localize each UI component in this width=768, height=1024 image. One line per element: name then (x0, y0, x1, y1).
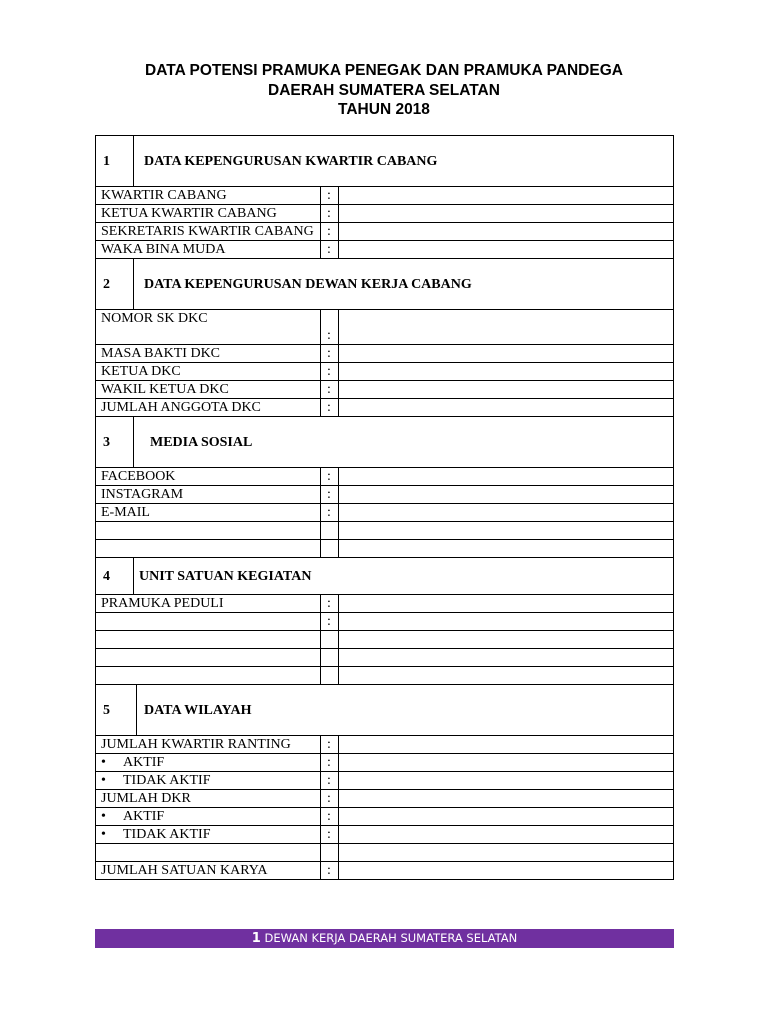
row-label: WAKA BINA MUDA (96, 241, 321, 259)
form-row (96, 595, 674, 613)
form-row (96, 381, 674, 399)
form-row (96, 363, 674, 381)
bullet-icon: • (101, 755, 106, 770)
row-label: TIDAK AKTIF (123, 827, 211, 842)
row-label (96, 649, 321, 667)
row-label: JUMLAH ANGGOTA DKC (96, 399, 321, 417)
form-row (96, 310, 674, 345)
empty-row (96, 613, 674, 631)
section-title: DATA WILAYAH (144, 702, 252, 718)
row-label: KETUA KWARTIR CABANG (96, 205, 321, 223)
colon-cell (321, 649, 339, 667)
row-label: INSTAGRAM (96, 486, 321, 504)
footer-text: DEWAN KERJA DAERAH SUMATERA SELATAN (264, 931, 518, 945)
colon-cell (321, 540, 339, 558)
colon: : (321, 187, 339, 205)
empty-row (96, 522, 674, 540)
value-field[interactable] (339, 187, 674, 205)
title-line-3: TAHUN 2018 (338, 101, 430, 118)
row-label (96, 613, 321, 631)
row-label: AKTIF (123, 755, 165, 770)
section-title: DATA KEPENGURUSAN DEWAN KERJA CABANG (144, 276, 472, 292)
value-field[interactable] (339, 790, 674, 808)
colon: : (321, 826, 339, 844)
section-header-5 (96, 685, 674, 736)
form-row (96, 862, 674, 880)
value-field[interactable] (339, 826, 674, 844)
empty-row (96, 844, 674, 862)
value-field[interactable] (339, 613, 674, 631)
row-label: TIDAK AKTIF (123, 773, 211, 788)
section-number: 3 (96, 417, 134, 467)
form-row (96, 790, 674, 808)
row-label: PRAMUKA PEDULI (96, 595, 321, 613)
section-header-3 (96, 417, 674, 468)
value-field[interactable] (339, 399, 674, 417)
colon-cell (321, 844, 339, 862)
value-field[interactable] (339, 862, 674, 880)
row-label: WAKIL KETUA DKC (96, 381, 321, 399)
colon-cell (321, 667, 339, 685)
form-row (96, 826, 674, 844)
empty-row (96, 667, 674, 685)
colon: : (321, 345, 339, 363)
colon: : (321, 790, 339, 808)
form-row (96, 772, 674, 790)
row-label: NOMOR SK DKC (96, 310, 321, 345)
colon: : (321, 363, 339, 381)
colon: : (321, 772, 339, 790)
document-title (0, 61, 768, 120)
colon: : (321, 595, 339, 613)
value-field[interactable] (339, 649, 674, 667)
colon-cell (321, 631, 339, 649)
page-number: 1 (251, 931, 261, 946)
form-row (96, 504, 674, 522)
value-field[interactable] (339, 808, 674, 826)
value-field[interactable] (339, 736, 674, 754)
row-label: KETUA DKC (96, 363, 321, 381)
section-header-1 (96, 136, 674, 187)
row-label: SEKRETARIS KWARTIR CABANG (96, 223, 321, 241)
value-field[interactable] (339, 223, 674, 241)
section-number: 4 (96, 558, 134, 594)
form-row (96, 187, 674, 205)
title-line-2: DAERAH SUMATERA SELATAN (268, 81, 500, 99)
value-field[interactable] (339, 205, 674, 223)
bullet-icon: • (101, 827, 106, 842)
form-row (96, 736, 674, 754)
form-row (96, 754, 674, 772)
form-row (96, 808, 674, 826)
form-row (96, 205, 674, 223)
section-number: 5 (96, 685, 137, 735)
row-label: JUMLAH SATUAN KARYA (96, 862, 321, 880)
colon: : (321, 754, 339, 772)
colon-cell (321, 522, 339, 540)
colon: : (321, 223, 339, 241)
colon: : (321, 736, 339, 754)
colon: : (321, 399, 339, 417)
row-label: JUMLAH KWARTIR RANTING (96, 736, 321, 754)
colon: : (321, 381, 339, 399)
row-label: KWARTIR CABANG (96, 187, 321, 205)
section-title: UNIT SATUAN KEGIATAN (139, 568, 312, 584)
value-field[interactable] (339, 754, 674, 772)
form-row (96, 468, 674, 486)
value-field[interactable] (339, 540, 674, 558)
row-label: FACEBOOK (96, 468, 321, 486)
value-field[interactable] (339, 363, 674, 381)
section-number: 1 (96, 136, 134, 186)
value-field[interactable] (339, 667, 674, 685)
bullet-icon: • (101, 809, 106, 824)
colon: : (321, 205, 339, 223)
row-label: E-MAIL (96, 504, 321, 522)
colon: : (321, 862, 339, 880)
section-header-4 (96, 558, 674, 595)
form-row (96, 241, 674, 259)
value-field[interactable] (339, 468, 674, 486)
value-field[interactable] (339, 844, 674, 862)
row-label (96, 540, 321, 558)
value-field[interactable] (339, 522, 674, 540)
colon: : (321, 241, 339, 259)
empty-row (96, 540, 674, 558)
colon: : (321, 486, 339, 504)
value-field[interactable] (339, 241, 674, 259)
section-number: 2 (96, 259, 134, 309)
row-label (96, 667, 321, 685)
value-field[interactable] (339, 595, 674, 613)
form-row (96, 345, 674, 363)
value-field[interactable] (339, 504, 674, 522)
form-row (96, 399, 674, 417)
empty-row (96, 649, 674, 667)
title-line-1: DATA POTENSI PRAMUKA PENEGAK DAN PRAMUKA PANDEGA (145, 62, 623, 79)
section-title: DATA KEPENGURUSAN KWARTIR CABANG (144, 153, 438, 169)
page-footer (95, 929, 674, 948)
bullet-icon: • (101, 773, 106, 788)
colon: : (321, 310, 339, 345)
colon: : (321, 504, 339, 522)
value-field[interactable] (339, 345, 674, 363)
row-label: AKTIF (123, 809, 165, 824)
row-label: JUMLAH DKR (96, 790, 321, 808)
data-form-table (95, 135, 674, 880)
value-field[interactable] (339, 486, 674, 504)
row-label (96, 522, 321, 540)
row-label: MASA BAKTI DKC (96, 345, 321, 363)
colon: : (321, 808, 339, 826)
value-field[interactable] (339, 631, 674, 649)
empty-row (96, 631, 674, 649)
colon: : (321, 613, 339, 631)
row-label (96, 844, 321, 862)
form-row (96, 486, 674, 504)
value-field[interactable] (339, 381, 674, 399)
section-title: MEDIA SOSIAL (150, 434, 253, 450)
section-header-2 (96, 259, 674, 310)
colon: : (321, 468, 339, 486)
value-field[interactable] (339, 310, 674, 345)
row-label (96, 631, 321, 649)
value-field[interactable] (339, 772, 674, 790)
form-row (96, 223, 674, 241)
